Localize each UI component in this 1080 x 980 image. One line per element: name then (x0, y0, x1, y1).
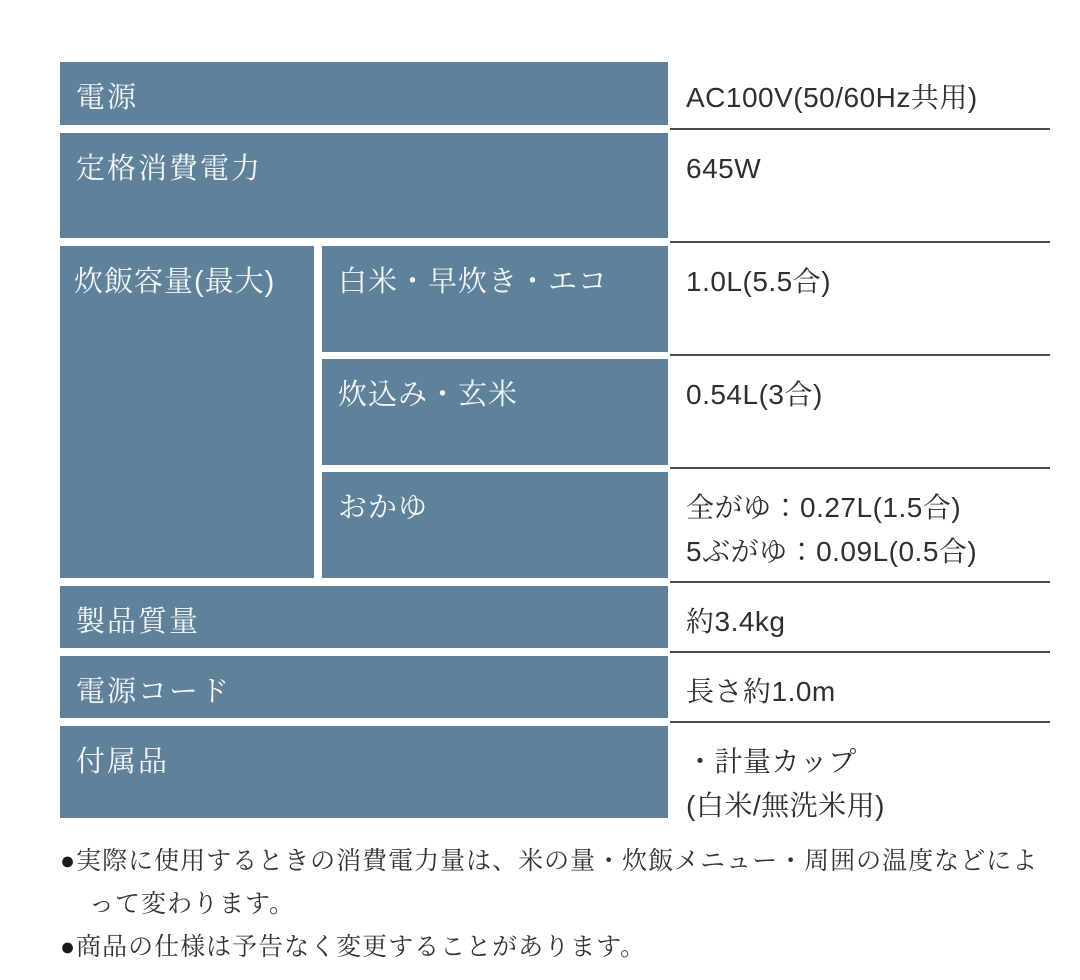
footnote-spec-change (60, 926, 1045, 969)
porridge-5bu-value: 5ぶがゆ：0.09L(0.5合) (686, 536, 978, 567)
porridge-full-value: 全がゆ：0.27L(1.5合) (686, 492, 962, 523)
capacity-subrows (322, 246, 1050, 578)
table-subrow (322, 472, 1050, 578)
spec-label-rated-power: 定格消費電力 (60, 133, 668, 238)
bullet-icon: ● (60, 847, 77, 875)
spec-label-capacity: 炊飯容量(最大) (60, 246, 314, 578)
spec-value-porridge (668, 472, 1050, 578)
table-row (60, 133, 1050, 238)
spec-label-weight: 製品質量 (60, 586, 668, 648)
footnote-power-consumption (60, 840, 1045, 926)
table-subrow (322, 359, 1050, 465)
spec-sublabel-porridge: おかゆ (322, 472, 668, 578)
spec-value-white-rice: 1.0L(5.5合) (668, 246, 1050, 352)
footnote-text: 実際に使用するときの消費電力量は、米の量・炊飯メニュー・周囲の温度などによって変わります。 (76, 847, 1039, 918)
spec-value-accessories (668, 726, 1050, 821)
accessory-cup-usage: (白米/無洗米用) (686, 790, 885, 821)
footnote-text: 商品の仕様は予告なく変更することがあります。 (76, 933, 647, 961)
spec-value-power-cord: 長さ約1.0m (668, 656, 1050, 718)
spec-value-weight: 約3.4kg (668, 586, 1050, 648)
table-subrow (322, 246, 1050, 352)
spec-label-power: 電源 (60, 62, 668, 125)
spec-value-rated-power: 645W (668, 133, 1050, 238)
table-row (60, 726, 1050, 821)
table-row (60, 62, 1050, 125)
accessory-measuring-cup: ・計量カップ (686, 746, 857, 777)
spec-label-accessories: 付属品 (60, 726, 668, 818)
footnotes (60, 840, 1045, 969)
spec-value-mixed-brown-rice: 0.54L(3合) (668, 359, 1050, 465)
spec-table (60, 62, 1050, 821)
table-row-capacity-block (60, 246, 1050, 578)
spec-value-power: AC100V(50/60Hz共用) (668, 62, 1050, 125)
spec-sublabel-mixed-brown-rice: 炊込み・玄米 (322, 359, 668, 465)
bullet-icon: ● (60, 933, 77, 961)
spec-label-power-cord: 電源コード (60, 656, 668, 718)
spec-sublabel-white-rice: 白米・早炊き・エコ (322, 246, 668, 352)
table-row (60, 586, 1050, 648)
table-row (60, 656, 1050, 718)
